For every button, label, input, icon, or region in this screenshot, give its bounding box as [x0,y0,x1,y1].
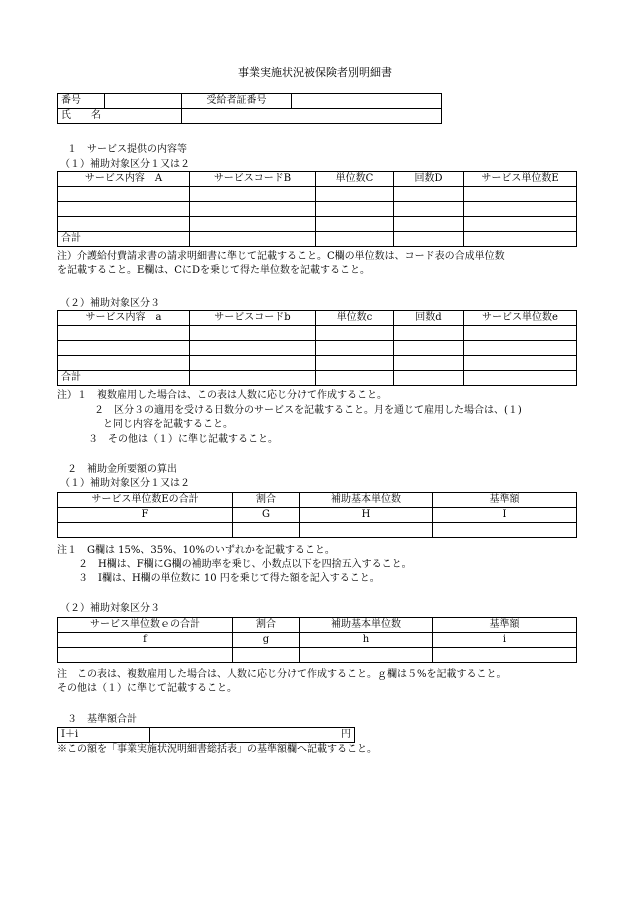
col-letter: F [58,508,233,523]
note: ２ H欄は、F欄にG欄の補助率を乗じ、小数点以下を四捨五入すること。 [78,559,412,570]
col-header: 回数D [394,172,464,187]
sec2-sub1: （１）補助対象区分１又は２ [60,478,190,489]
table-row [58,648,577,663]
col-header: 補助基本単位数 [300,493,433,508]
col-header: サービス内容 A [58,172,190,187]
sec2-sub2: （２）補助対象区分３ [60,603,160,614]
note: を記載すること。E欄は、CにDを乗じて得た単位数を記載すること。 [57,265,370,276]
table-row [58,341,577,356]
table-row [58,356,577,371]
total-label: 合計 [58,371,190,386]
col-header: サービス内容 a [58,311,190,326]
note: と同じ内容を記載すること。 [103,419,233,430]
col-header: 基準額 [433,493,577,508]
sec2-heading: ２ 補助金所要額の算出 [67,464,177,475]
table-row [58,187,577,202]
shimei-label: 氏 名 [58,109,182,124]
shimei-value[interactable] [182,109,442,124]
total-table [57,727,355,743]
page-title: 事業実施状況被保険者別明細書 [238,66,392,79]
note: ３ その他は（１）に準じ記載すること。 [88,434,278,445]
note: 注）介護給付費請求書の請求明細書に準じて記載すること。C欄の単位数は、コード表の合成単位数 [57,251,505,262]
note: ２ 区分３の適用を受ける日数分のサービスを記載すること。月を通じて雇用した場合は、(１) [94,405,522,416]
col-header: 割合 [233,618,300,633]
total-label: 合計 [58,232,190,247]
total-value[interactable] [150,728,355,743]
note: 注）１ 複数雇用した場合は、この表は人数に応じ分けて作成すること。 [57,390,387,401]
note: その他は（１）に準じて記載すること。 [57,683,237,694]
total-formula-label: I＋i [58,728,150,743]
note: 注 この表は、複数雇用した場合は、人数に応じ分けて作成すること。ｇ欄は５%を記載すること。 [57,669,507,680]
table-row [58,217,577,232]
col-header: 補助基本単位数 [300,618,433,633]
col-letter: i [433,633,577,648]
note: ３ I欄は、H欄の単位数に 10 円を乗じて得た額を記入すること。 [78,573,380,584]
sec1-sub1: （１）補助対象区分１又は２ [60,159,190,170]
header-table [57,93,442,124]
col-header: サービス単位数Eの合計 [58,493,233,508]
service-table-2 [57,310,577,386]
calc-table-1 [57,492,577,538]
calc-table-2 [57,617,577,663]
col-letter: I [433,508,577,523]
col-header: サービス単位数E [464,172,577,187]
jukyu-label: 受給者証番号 [182,94,292,109]
col-header: 単位数C [316,172,394,187]
sec3-heading: ３ 基準額合計 [67,714,137,725]
col-header: サービスコードb [190,311,316,326]
sec1-heading: １ サービス提供の内容等 [67,144,187,155]
table-row [58,326,577,341]
bango-value[interactable] [105,94,182,109]
col-letter: H [300,508,433,523]
col-header: サービスコードB [190,172,316,187]
col-header: 基準額 [433,618,577,633]
col-letter: f [58,633,233,648]
note: 注１ G欄は 15%、35%、10%のいずれかを記載すること。 [57,545,335,556]
jukyu-value[interactable] [292,94,442,109]
col-header: 回数d [394,311,464,326]
col-header: 割合 [233,493,300,508]
yen-unit: 円 [341,729,351,740]
table-row [58,202,577,217]
col-header: サービス単位数ｅの合計 [58,618,233,633]
bango-label: 番号 [58,94,105,109]
col-letter: g [233,633,300,648]
table-row [58,523,577,538]
col-header: 単位数c [316,311,394,326]
col-letter: G [233,508,300,523]
service-table-1 [57,171,577,247]
note: ※この額を「事業実施状況明細書総括表」の基準額欄へ記載すること。 [57,744,377,755]
col-header: サービス単位数e [464,311,577,326]
sec1-sub2: （２）補助対象区分３ [60,298,160,309]
col-letter: h [300,633,433,648]
